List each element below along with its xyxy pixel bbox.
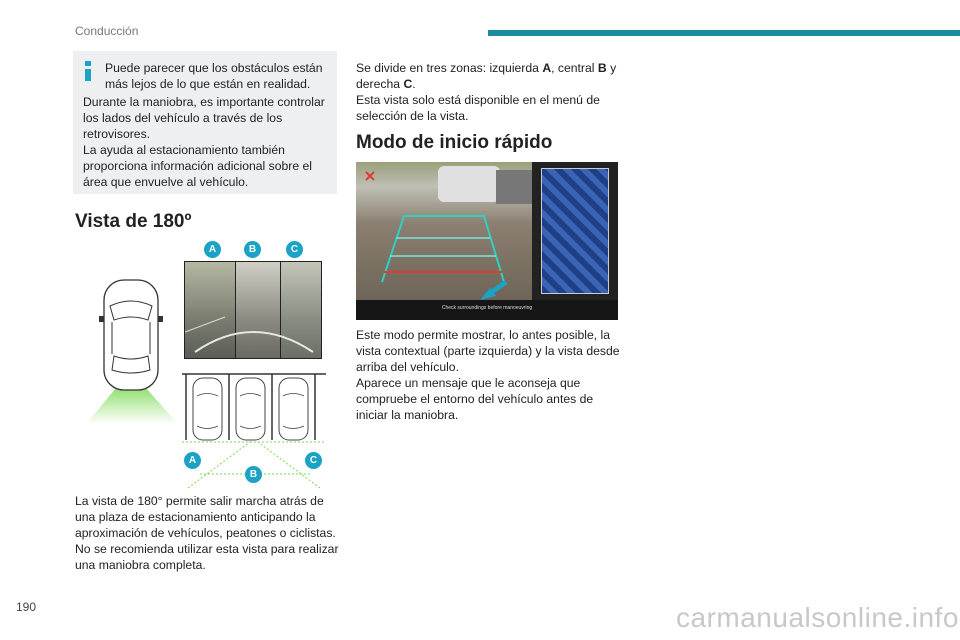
zone-marker-c-bottom: C: [305, 452, 322, 469]
rear-camera-180-view: [184, 261, 322, 359]
running-header: Conducción: [75, 24, 139, 38]
zone-marker-b-top: B: [244, 241, 261, 258]
quick-start-screen-image: [356, 162, 618, 320]
car-top-view-illustration: [82, 276, 182, 426]
paragraph-zones: Se divide en tres zonas: izquierda A, central B y derecha C. Esta vista solo está disponible en el menú de selección de la vista.: [356, 61, 617, 123]
info-note: [73, 51, 337, 194]
watermark-logo: carmanualsonline.info: [676, 602, 959, 633]
zone-marker-a-bottom: A: [184, 452, 201, 469]
zone-marker-b-bottom: B: [245, 466, 262, 483]
zone-marker-c-top: C: [286, 241, 303, 258]
header-accent-bar: [488, 30, 960, 36]
section-title-quick-start: Modo de inicio rápido: [356, 132, 553, 153]
screen-warning-message: Check surroundings before manoeuvring: [441, 305, 533, 311]
note-body: Durante la maniobra, es importante controlar los lados del vehículo a través de los retrovisores. La ayuda al estacionamiento también proporciona información adicional sobre el área que envuelve al vehículo.: [83, 95, 325, 189]
note-first-paragraph: Puede parecer que los obstáculos están más lejos de lo que están en realidad.: [105, 61, 323, 91]
zone-marker-a-top: A: [204, 241, 221, 258]
page-number: 190: [16, 600, 37, 614]
top-view-hatched-panel: [541, 168, 609, 294]
info-icon: [85, 61, 91, 79]
paragraph-180-description: La vista de 180° permite salir marcha atrás de una plaza de estacionamiento anticipando la aproximación de vehículos, peatones o ciclistas. No se recomienda utilizar esta vista para realizar una maniobra completa.: [75, 494, 339, 572]
paragraph-quick-start: Este modo permite mostrar, lo antes posible, la vista contextual (parte izquierda) y la vista desde arriba del vehículo. Aparece un mensaje que le aconseja que compruebe el entorno del vehículo antes de iniciar la maniobra.: [356, 328, 620, 422]
section-title-180: Vista de 180º: [75, 211, 192, 232]
